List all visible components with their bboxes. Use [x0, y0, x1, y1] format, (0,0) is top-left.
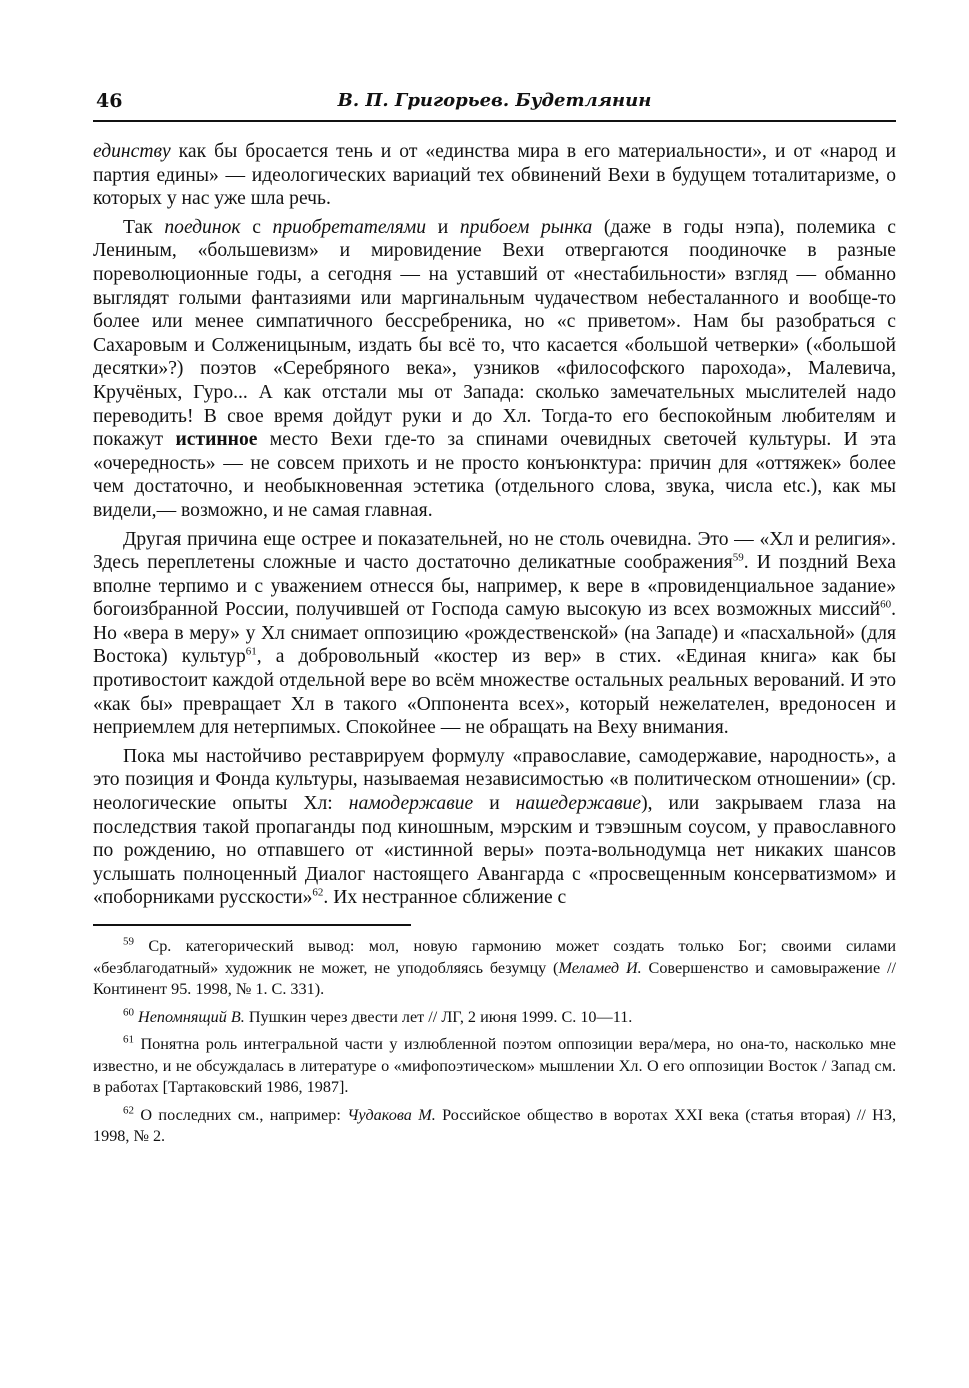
text-run: и — [473, 793, 516, 815]
page-header — [93, 86, 896, 122]
page-number: 46 — [96, 90, 123, 112]
text-run: Ср. категорический вывод: мол, новую гармонию может создать только Бог; своими силами «безблагодатный» художник не может, не уподобляясь безумцу ( — [93, 937, 896, 977]
footnote-number: 61 — [123, 1033, 134, 1046]
paragraph-4 — [93, 745, 896, 910]
paragraph-3 — [93, 528, 896, 740]
text-run: Пушкин через двести лет // ЛГ, 2 июня 1999. С. 10—11. — [244, 1007, 633, 1026]
emphasis: Меламед И. — [558, 958, 642, 977]
text-run: как бы бросается тень и от «единства мира в его материальности», и от «народ и партия едины» — идеологических вариаций тех обвинений Вехи в будущем тоталитаризме, о которых у нас уже шла речь. — [93, 141, 896, 210]
text-run: Так — [123, 216, 165, 238]
emphasis: нашедержавие — [515, 793, 642, 815]
footnote-61 — [93, 1034, 896, 1099]
text-run: Пока мы настойчиво реставрируем формулу «православие, самодержавие, народность», а это позиция и Фонда культуры, называемая независимостью «в политическом отношении» (ср. неологические опыты Хл: — [93, 745, 896, 815]
paragraph-2 — [93, 216, 896, 523]
footnote-62 — [93, 1105, 896, 1148]
book-page — [93, 86, 896, 1154]
footnotes — [93, 936, 896, 1148]
main-text — [93, 140, 896, 910]
text-run: . Но «вера в меру» у Хл снимает оппозицию «рождественской» (на Западе) и «пасхальной» (для Востока) культур — [93, 599, 896, 668]
emphasis: прибоем рынка — [459, 216, 593, 238]
text-run: . И поздний Веха вполне терпимо и с уважением отнесся бы, например, к вере в «провиденциальное задание» богоизбранной России, получившей от Господа самую высокую из всех возможных миссий — [93, 552, 896, 621]
bold-emphasis: истинное — [175, 429, 258, 451]
text-run: О последних см., например: — [134, 1105, 348, 1124]
footnote-number: 59 — [123, 935, 134, 948]
emphasis: единству — [93, 141, 171, 162]
footnote-60 — [93, 1007, 896, 1029]
text-run: Российское общество в воротах XXI века (статья вторая) // НЗ, 1998, № 2. — [93, 1105, 896, 1145]
text-run: Другая причина еще острее и показательней, но не столь очевидна. Это — «Хл и религия». Здесь переплетены сложные и часто достаточно деликатные соображения — [93, 528, 896, 574]
emphasis: намодержавие — [348, 793, 474, 815]
paragraph-1 — [93, 140, 896, 211]
footnote-ref-62[interactable]: 62 — [312, 886, 324, 899]
footnote-number: 62 — [123, 1104, 134, 1117]
text-run: и — [426, 216, 460, 238]
emphasis: Непомнящий В. — [134, 1007, 245, 1026]
text-run: Совершенство и самовыражение // Континент 95. 1998, № 1. С. 331). — [93, 958, 896, 998]
emphasis: приобретателями — [272, 216, 427, 238]
footnote-divider — [93, 924, 411, 926]
text-run: . Их нестранное сближение с — [323, 887, 567, 909]
text-run: место Вехи где-то за спинами очевидных светочей культуры. И эта «очередность» — не совсем прихоть и не просто конъюнктура: причин для «оттяжек» более чем достаточно, и необыкновенная эстетика (отдельного слова, звука, числа etc.), как мы видели,— возможно, и не самая главная. — [93, 429, 897, 521]
running-title: В. П. Григорьев. Будетлянин — [337, 90, 652, 111]
emphasis: Чудакова М. — [347, 1105, 436, 1124]
text-run: , а добровольный «костер из вер» в стих. «Единая книга» как бы противостоит каждой отдельной вере во всём множестве остальных реальных верований. И это «как бы» превращает Хл в такого «Оппонента всех», который нежелателен, вредоносен и неприемлем для нетерпимых. Спокойнее — не обращать на Веху внимания. — [93, 646, 896, 739]
text-run: с — [240, 216, 273, 238]
text-run: Понятна роль интегральной части у излюбленной поэтом оппозиции вера/мера, но она-то, насколько мне известно, и не обсуждалась в литературе о «мифопоэтическом» мышлении Хл. О его оппозиции Восток / Запад см. в работах [Тартаковский 1986, 1987]. — [93, 1035, 896, 1096]
emphasis: поединок — [164, 216, 241, 238]
footnote-ref-60[interactable]: 60 — [880, 598, 892, 611]
text-run: (даже в годы нэпа), полемика с Лениным, «большевизм» и мировидение Вехи отвергаются поодиночке в разные пореволюционные годы, а сегодня — на уставший от «нестабильности» взгляд — обманно выглядят голыми фантазиями или маргинальным чудачеством небесталанного и вообще-то более или менее симпатичного бессребреника, но «с приветом». Нам бы разобраться с Сахаровым и Солженицыным, издать бы всё то, что касается «большой четверки» («большой десятки»?) поэтов «Серебряного века», узников «философского парохода», Малевича, Кручёных, Гуро... А как отстали мы от Запада: сколько замечательных мыслителей надо переводить! В свое время дойдут руки и до Хл. Тогда-то его беспокойным любителям и покажут — [93, 216, 896, 451]
footnote-ref-61[interactable]: 61 — [245, 645, 257, 658]
text-run: ), или закрываем глаза на последствия такой пропаганды под киношным, мэрским и тэвэшным соусом, у православного по рождению, но отпавшего от «истинной веры» поэта-вольнодумца нет никаких шансов услышать полноценный Диалог настоящего Авангарда с «просвещенным консерватизмом» и «поборниками русскости» — [93, 793, 896, 909]
footnote-ref-59[interactable]: 59 — [732, 551, 744, 564]
footnote-59 — [93, 936, 896, 1001]
footnote-number: 60 — [123, 1006, 134, 1019]
